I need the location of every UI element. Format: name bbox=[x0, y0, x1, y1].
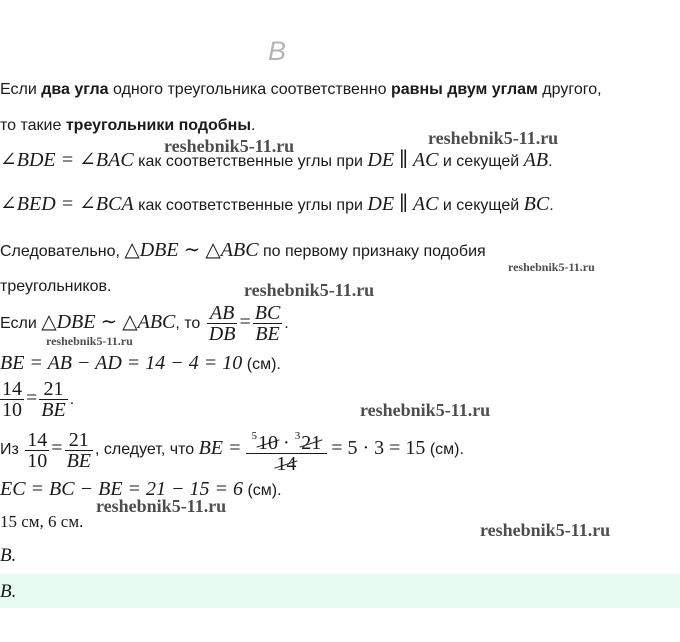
fraction bbox=[25, 430, 49, 471]
denominator bbox=[246, 453, 328, 474]
math-expression: △DBE ∼ △ABC bbox=[41, 311, 176, 333]
text: B. bbox=[0, 581, 17, 602]
text: B. bbox=[0, 545, 17, 566]
text: . bbox=[548, 153, 553, 170]
text: как соответственные углы при bbox=[133, 153, 368, 170]
watermark: reshebnik5-11.ru bbox=[164, 136, 295, 156]
text: Следовательно, bbox=[0, 243, 125, 260]
math-expression: AB bbox=[523, 149, 549, 171]
cancelled-number: 21 bbox=[301, 432, 322, 454]
math-expression: ∠BED = ∠BCA bbox=[0, 193, 134, 215]
fraction bbox=[253, 303, 283, 344]
denominator: BE bbox=[41, 399, 66, 422]
numerator: 21 bbox=[68, 428, 89, 451]
watermark: reshebnik5-11.ru bbox=[96, 496, 227, 516]
denominator: 10 bbox=[27, 449, 48, 472]
dot-operator: · bbox=[278, 432, 295, 454]
similarity-conclusion-cont bbox=[0, 277, 111, 297]
cancelled-number: 10 bbox=[258, 432, 279, 454]
text: то такие bbox=[0, 117, 66, 134]
math-expression: DE ∥ AC bbox=[367, 149, 439, 171]
fraction bbox=[207, 303, 238, 344]
watermark: reshebnik5-11.ru bbox=[508, 260, 595, 274]
numeric-answer bbox=[0, 512, 83, 532]
math-expression: △DBE ∼ △ABC bbox=[124, 239, 259, 261]
bold-text: равны двум углам bbox=[390, 81, 538, 98]
text: . bbox=[69, 391, 75, 408]
numerator: BC bbox=[254, 302, 281, 325]
fraction bbox=[65, 430, 93, 471]
theorem-line-1 bbox=[0, 80, 602, 100]
fraction bbox=[39, 379, 67, 420]
text: Если bbox=[0, 315, 42, 332]
reduced-value: 5 bbox=[251, 430, 258, 442]
text: . bbox=[549, 197, 554, 214]
angle-equality-2 bbox=[0, 192, 554, 218]
text: Из bbox=[0, 441, 24, 459]
text: , то bbox=[175, 315, 205, 332]
denominator: DB bbox=[208, 323, 236, 346]
text: одного треугольника соответственно bbox=[108, 81, 391, 98]
math-expression: BC bbox=[523, 193, 550, 215]
fraction bbox=[0, 379, 24, 420]
unit-text: (см). bbox=[425, 441, 464, 459]
numerator bbox=[246, 426, 328, 453]
be-calculation bbox=[0, 350, 281, 378]
equals-sign: = bbox=[51, 437, 63, 460]
math-expression: ∠BDE = ∠BAC bbox=[0, 149, 134, 171]
watermark: reshebnik5-11.ru bbox=[360, 400, 491, 420]
watermark: reshebnik5-11.ru bbox=[46, 334, 133, 348]
text: по первому признаку подобия bbox=[258, 243, 486, 260]
bold-text: треугольники подобны bbox=[65, 117, 252, 134]
final-answer bbox=[0, 582, 16, 602]
text: . bbox=[284, 315, 289, 332]
math-expression: BE = bbox=[198, 437, 242, 460]
math-expression: BE = AB − AD = 14 − 4 = 10 bbox=[0, 352, 243, 374]
text: треугольников. bbox=[0, 278, 112, 295]
proportion-values bbox=[0, 376, 74, 422]
numerator: AB bbox=[209, 302, 235, 325]
reduced-value: 3 bbox=[294, 430, 301, 442]
math-expression: DE ∥ AC bbox=[367, 193, 439, 215]
bold-text: два угла bbox=[41, 81, 109, 98]
text: Если bbox=[0, 81, 42, 98]
denominator: BE bbox=[253, 323, 283, 344]
text: и секущей bbox=[438, 197, 524, 214]
watermark: reshebnik5-11.ru bbox=[244, 280, 375, 300]
text: и секущей bbox=[438, 153, 524, 170]
unit-text: (см). bbox=[242, 356, 281, 373]
theorem-line-2 bbox=[0, 116, 255, 136]
proportion-line bbox=[0, 300, 289, 346]
watermark: reshebnik5-11.ru bbox=[480, 520, 611, 540]
text: , следует, что bbox=[95, 441, 199, 459]
denominator: BE bbox=[66, 449, 91, 472]
math-expression: EC = BC − BE = 21 − 15 = 6 bbox=[0, 478, 244, 500]
text: другого, bbox=[537, 81, 602, 98]
cancelled-fraction bbox=[246, 426, 328, 474]
text: . bbox=[251, 117, 256, 134]
text: 15 см, 6 см. bbox=[0, 512, 84, 531]
be-solution bbox=[0, 426, 464, 474]
similarity-conclusion bbox=[0, 238, 486, 264]
unit-text: (см). bbox=[243, 482, 282, 499]
text: как соответственные углы при bbox=[133, 197, 368, 214]
watermark: reshebnik5-11.ru bbox=[428, 128, 559, 148]
section-heading: В bbox=[268, 36, 287, 66]
math-expression: = 5 · 3 = 15 bbox=[331, 437, 426, 460]
denominator: 10 bbox=[2, 399, 22, 422]
answer-highlight bbox=[0, 574, 680, 608]
numerator: 14 bbox=[2, 378, 22, 401]
answer-letter bbox=[0, 546, 16, 566]
numerator: 14 bbox=[27, 428, 48, 451]
equals-sign: = bbox=[239, 311, 251, 333]
equals-sign: = bbox=[26, 387, 38, 409]
numerator: 21 bbox=[43, 378, 64, 401]
cancelled-number: 14 bbox=[276, 453, 297, 475]
